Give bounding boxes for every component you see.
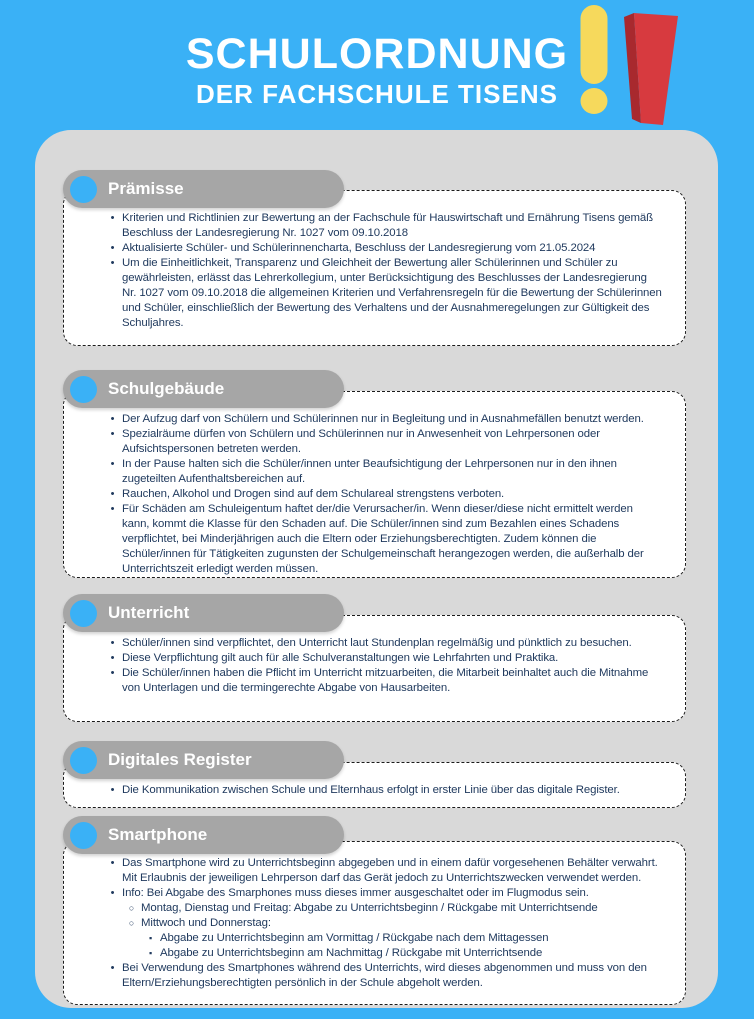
- list-item-text: Mittwoch und Donnerstag:: [141, 917, 271, 929]
- section-dot-icon: [70, 176, 97, 203]
- list-item-text: Aktualisierte Schüler- und Schülerinnencharta, Beschluss der Landesregierung vom 21.05.2024: [122, 242, 596, 254]
- bullet-icon: •: [110, 637, 115, 649]
- list-item-text: Spezialräume dürfen von Schülern und Schülerinnen nur in Anwesenheit von Lehrpersonen oder Aufsichtspersonen betreten werden.: [122, 428, 600, 455]
- bullet-icon: •: [110, 857, 115, 869]
- title-line-2: DER FACHSCHULE TISENS: [196, 79, 558, 109]
- list-item-text: Die Schüler/innen haben die Pflicht im Unterricht mitzuarbeiten, die Mitarbeit beinhaltet auch die Mitnahme von Unterlagen und die termingerechte Abgabe von Hausarbeiten.: [122, 667, 649, 694]
- bullet-icon: ○: [128, 903, 135, 913]
- bullet-icon: •: [110, 257, 115, 269]
- bullet-icon: •: [110, 887, 115, 899]
- list-item: [127, 901, 663, 916]
- list-item: [108, 651, 663, 666]
- bullet-icon: ○: [128, 918, 135, 928]
- list-item-text: In der Pause halten sich die Schüler/innen unter Beaufsichtigung der Lehrpersonen nur in den ihnen zugeteilten Aufenthaltsbereichen auf.: [122, 458, 617, 485]
- bullet-list: [108, 211, 663, 331]
- list-item-text: Das Smartphone wird zu Unterrichtsbeginn abgegeben und in einem dafür vorgesehenen Behälter verwahrt. Mit Erlaubnis der jeweiligen Lehrperson darf das Gerät jedoch zu Unterrichtszwecken verwendet werden.: [122, 857, 658, 884]
- bullet-list: [108, 636, 663, 696]
- list-item-text: Abgabe zu Unterrichtsbeginn am Vormittag / Rückgabe nach dem Mittagessen: [160, 932, 549, 944]
- list-item-text: Bei Verwendung des Smartphones während des Unterrichts, wird dieses abgenommen und muss von den Eltern/Erziehungsberechtigten persönlich in der Schule abgeholt werden.: [122, 962, 647, 989]
- list-item-text: Für Schäden am Schuleigentum haftet der/die Verursacher/in. Wenn dieser/diese nicht ermittelt werden kann, kommt die Klasse für den Schaden auf. Die Schüler/innen sind zum Bezahlen eines Schadens verpflichtet, bei Minderjährigen auch die Eltern oder Erziehungsberechtigten. Zudem können die Schüler/innen für Tätigkeiten zugunsten der Schulgemeinschaft herangezogen werden, die außerhalb der Unterrichtszeit erledigt werden müssen.: [122, 503, 644, 575]
- bullet-icon: ▪: [148, 948, 153, 958]
- list-item: [108, 961, 663, 991]
- bullet-icon: •: [110, 458, 115, 470]
- list-item: [108, 856, 663, 886]
- bullet-icon: •: [110, 962, 115, 974]
- list-item-text: Die Kommunikation zwischen Schule und Elternhaus erfolgt in erster Linie über das digitale Register.: [122, 784, 620, 796]
- bullet-icon: •: [110, 652, 115, 664]
- list-item-text: Abgabe zu Unterrichtsbeginn am Nachmittag / Rückgabe mit Unterrichtsende: [160, 947, 543, 959]
- section-title: Unterricht: [108, 603, 190, 622]
- list-item: [108, 502, 663, 577]
- list-item: [108, 886, 663, 901]
- list-item: [127, 916, 663, 931]
- list-item: [108, 636, 663, 651]
- bullet-list: [108, 783, 663, 798]
- list-item-text: Um die Einheitlichkeit, Transparenz und Gleichheit der Bewertung aller Schülerinnen und Schüler zu gewährleisten, erlässt das Lehrerkollegium, unter Berücksichtigung des Beschlusses der Landesregierung Nr. 1027 vom 09.10.2018 die allgemeinen Kriterien und Verfahrensregeln für die Bewertung der Schülerinnen und Schüler, einschließlich der Bewertung des Verhaltens und der Ausnahmeregelungen zur Gültigkeit des Schuljahres.: [122, 257, 662, 329]
- section-header-unterricht: [63, 594, 344, 632]
- list-item: [108, 487, 663, 502]
- section-dot-icon: [70, 376, 97, 403]
- section-header-smartphone: [63, 816, 344, 854]
- bullet-list: [108, 412, 663, 577]
- section-header-praemisse: [63, 170, 344, 208]
- list-item: [146, 931, 663, 946]
- list-item: [108, 783, 663, 798]
- section-header-digitales-register: [63, 741, 344, 779]
- section-box-schulgebaeude: [63, 391, 686, 578]
- title-line-1: SCHULORDNUNG: [185, 30, 569, 78]
- list-item: [108, 256, 663, 331]
- list-item-text: Info: Bei Abgabe des Smarphones muss dieses immer ausgeschaltet oder im Flugmodus sein.: [122, 887, 589, 899]
- bullet-icon: •: [110, 784, 115, 796]
- section-box-praemisse: [63, 190, 686, 346]
- bullet-icon: •: [110, 413, 115, 425]
- list-item-text: Der Aufzug darf von Schülern und Schülerinnen nur in Begleitung und in Ausnahmefällen benutzt werden.: [122, 413, 644, 425]
- section-title: Prämisse: [108, 179, 184, 198]
- section-dot-icon: [70, 747, 97, 774]
- bullet-icon: •: [110, 212, 115, 224]
- list-item: [146, 946, 663, 961]
- list-item-text: Schüler/innen sind verpflichtet, den Unterricht laut Stundenplan regelmäßig und pünktlich zu besuchen.: [122, 637, 632, 649]
- section-title: Schulgebäude: [108, 379, 225, 398]
- list-item: [108, 666, 663, 696]
- section-box-smartphone: [63, 841, 686, 1005]
- section-dot-icon: [70, 600, 97, 627]
- list-item: [108, 427, 663, 457]
- section-title: Smartphone: [108, 825, 208, 844]
- section-dot-icon: [70, 822, 97, 849]
- bullet-list: [108, 856, 663, 991]
- list-item: [108, 211, 663, 241]
- list-item-text: Kriterien und Richtlinien zur Bewertung an der Fachschule für Hauswirtschaft und Ernährung Tisens gemäß Beschluss der Landesregierung Nr. 1027 vom 09.10.2018: [122, 212, 654, 239]
- bullet-icon: •: [110, 242, 115, 254]
- section-header-schulgebaeude: [63, 370, 344, 408]
- bullet-icon: •: [110, 503, 115, 515]
- list-item-text: Rauchen, Alkohol und Drogen sind auf dem Schulareal strengstens verboten.: [122, 488, 505, 500]
- list-item: [108, 412, 663, 427]
- list-item-text: Diese Verpflichtung gilt auch für alle Schulveranstaltungen wie Lehrfahrten und Praktika.: [122, 652, 559, 664]
- bullet-icon: •: [110, 428, 115, 440]
- list-item-text: Montag, Dienstag und Freitag: Abgabe zu Unterrichtsbeginn / Rückgabe mit Unterrichtsende: [141, 902, 598, 914]
- list-item: [108, 241, 663, 256]
- bullet-icon: •: [110, 488, 115, 500]
- list-item: [108, 457, 663, 487]
- exclamation-yellow-icon: [581, 5, 608, 114]
- bullet-icon: •: [110, 667, 115, 679]
- section-title: Digitales Register: [108, 750, 252, 769]
- bullet-icon: ▪: [148, 933, 153, 943]
